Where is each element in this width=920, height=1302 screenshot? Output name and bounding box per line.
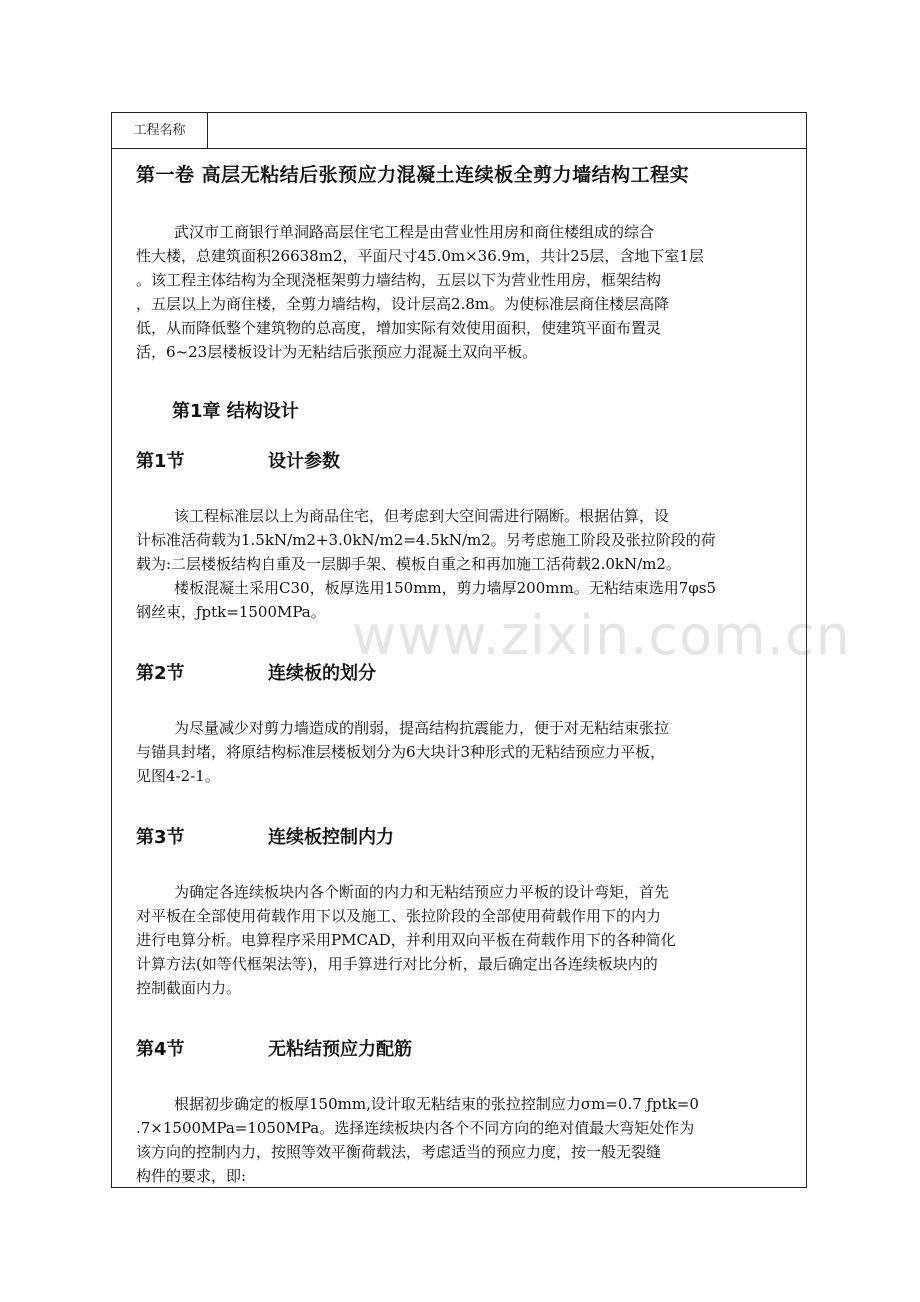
paragraph-line: 该方向的控制内力，按照等效平衡荷载法，考虑适当的预应力度，按一般无裂缝	[136, 1143, 662, 1161]
paragraph-line: 载为:二层楼板结构自重及一层脚手架、模板自重之和再加施工活荷载2.0kN/m2。	[136, 555, 681, 573]
paragraph-line: 活，6~23层楼板设计为无粘结后张预应力混凝土双向平板。	[136, 343, 538, 361]
section-number: 第3节	[136, 827, 185, 848]
paragraph-line: 楼板混凝土采用C30，板厚选用150mm，剪力墙厚200mm。无粘结束选用7φs5	[174, 579, 717, 597]
paragraph-line: 见图4-2-1。	[136, 767, 220, 785]
paragraph-line: 进行电算分析。电算程序采用PMCAD，并利用双向平板在荷载作用下的各种简化	[136, 931, 676, 949]
paragraph-line: 计算方法(如等代框架法等)，用手算进行对比分析，最后确定出各连续板块内的	[136, 955, 658, 973]
paragraph-line: 该工程标准层以上为商品住宅，但考虑到大空间需进行隔断。根据估算，设	[174, 507, 670, 525]
paragraph-line: 根据初步确定的板厚150mm,设计取无粘结束的张拉控制应力σm=0.7 ƒptk=0	[174, 1095, 699, 1113]
paragraph-line: 低，从而降低整个建筑物的总高度，增加实际有效使用面积，使建筑平面布置灵	[136, 319, 662, 337]
paragraph-line: 武汉市工商银行单洞路高层住宅工程是由营业性用房和商住楼组成的综合	[174, 223, 655, 241]
paragraph-line: 。该工程主体结构为全现浇框架剪力墙结构，五层以下为营业性用房，框架结构	[136, 271, 662, 289]
section-title: 无粘结预应力配筋	[268, 1039, 412, 1060]
volume-title: 第一卷 高层无粘结后张预应力混凝土连续板全剪力墙结构工程实	[136, 164, 690, 186]
chapter-heading: 第1章 结构设计	[172, 401, 299, 422]
paragraph-line: 钢丝束，ƒptk=1500MPa。	[136, 603, 326, 621]
section-title: 设计参数	[268, 451, 340, 472]
paragraph-line: 计标准活荷载为1.5kN/m2+3.0kN/m2=4.5kN/m2。另考虑施工阶段及张拉阶段的荷	[136, 531, 716, 549]
intro-paragraph	[136, 220, 786, 364]
paragraph-line: ，五层以上为商住楼，全剪力墙结构，设计层高2.8m。为使标准层商住楼层高降	[136, 295, 670, 313]
paragraph-line: 对平板在全部使用荷载作用下以及施工、张拉阶段的全部使用荷载作用下的内力	[136, 907, 662, 925]
section-number: 第1节	[136, 451, 185, 472]
section-title: 连续板的划分	[268, 663, 376, 684]
paragraph-line: 控制截面内力。	[136, 979, 242, 997]
paragraph-line: 构件的要求，即:	[136, 1167, 247, 1185]
paragraph-line: 性大楼，总建筑面积26638m2，平面尺寸45.0m×36.9m，共计25层，含地下室1层	[136, 247, 704, 265]
watermark: www.zixin.com.cn	[352, 604, 851, 667]
project-name-label: 工程名称	[112, 113, 208, 148]
section-number: 第2节	[136, 663, 185, 684]
paragraph-line: .7×1500MPa=1050MPa。选择连续板块内各个不同方向的绝对值最大弯矩处作为	[136, 1119, 695, 1137]
paragraph-line: 与锚具封堵，将原结构标准层楼板划分为6大块计3种形式的无粘结预应力平板，	[136, 743, 666, 761]
paragraph-line: 为确定各连续板块内各个断面的内力和无粘结预应力平板的设计弯矩，首先	[174, 883, 670, 901]
section-paragraph	[136, 880, 786, 1000]
section-title: 连续板控制内力	[268, 827, 394, 848]
project-name-value	[209, 113, 806, 148]
section-paragraph	[136, 716, 786, 788]
header-row	[112, 113, 806, 149]
section-paragraph	[136, 1092, 786, 1188]
paragraph-line: 为尽量减少对剪力墙造成的削弱，提高结构抗震能力，便于对无粘结束张拉	[174, 719, 670, 737]
section-number: 第4节	[136, 1039, 185, 1060]
